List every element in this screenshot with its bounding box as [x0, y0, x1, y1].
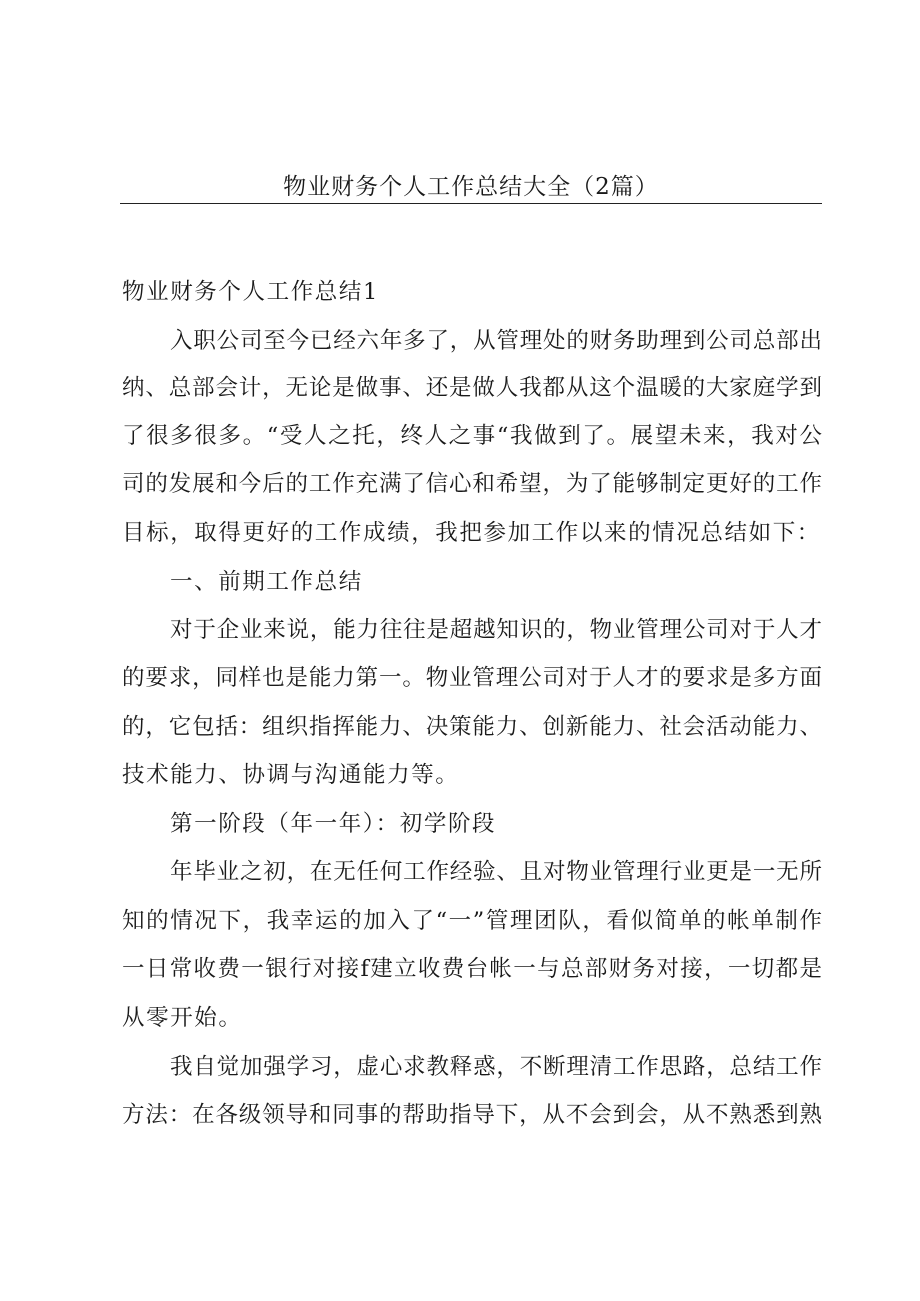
paragraph-1-line-4: 司的发展和今后的工作充满了信心和希望，为了能够制定更好的工作 — [122, 471, 822, 497]
paragraph-1-line-3: 了很多很多。“受人之托，终人之事“我做到了。展望未来，我对公 — [122, 423, 822, 449]
paragraph-1-line-2: 纳、总部会计，无论是做事、还是做人我都从这个温暖的大家庭学到 — [122, 375, 822, 401]
paragraph-3-line-3: 一日常收费一银行对接f建立收费台帐一与总部财务对接，一切都是 — [122, 956, 822, 982]
paragraph-1-line-5: 目标，取得更好的工作成绩，我把参加工作以来的情况总结如下： — [122, 520, 821, 546]
paragraph-3-line-1: 年毕业之初，在无任何工作经验、且对物业管理行业更是一无所 — [170, 859, 822, 885]
subheading-2: 第一阶段（年一年）：初学阶段 — [170, 811, 497, 837]
section-heading: 物业财务个人工作总结1 — [122, 279, 379, 305]
paragraph-4-line-1: 我自觉加强学习，虚心求教释惑，不断理清工作思路，总结工作 — [170, 1054, 822, 1080]
document-title: 物业财务个人工作总结大全（2篇） — [283, 174, 659, 200]
paragraph-3-line-4: 从零开始。 — [122, 1005, 243, 1031]
paragraph-3-line-2: 知的情况下，我幸运的加入了“一”管理团队，看似简单的帐单制作 — [122, 908, 822, 934]
paragraph-2-line-3: 的，它包括：组织指挥能力、决策能力、创新能力、社会活动能力、 — [122, 714, 822, 740]
paragraph-4-line-2: 方法：在各级领导和同事的帮助指导下，从不会到会，从不熟悉到熟 — [122, 1102, 822, 1128]
paragraph-2-line-4: 技术能力、协调与沟通能力等。 — [122, 762, 460, 788]
paragraph-2-line-1: 对于企业来说，能力往往是超越知识的，物业管理公司对于人才 — [170, 617, 822, 643]
title-underline — [120, 203, 822, 204]
paragraph-1-line-1: 入职公司至今已经六年多了，从管理处的财务助理到公司总部出 — [170, 328, 822, 354]
subheading-1: 一、前期工作总结 — [170, 569, 363, 595]
paragraph-2-line-2: 的要求，同样也是能力第一。物业管理公司对于人才的要求是多方面 — [122, 665, 822, 691]
